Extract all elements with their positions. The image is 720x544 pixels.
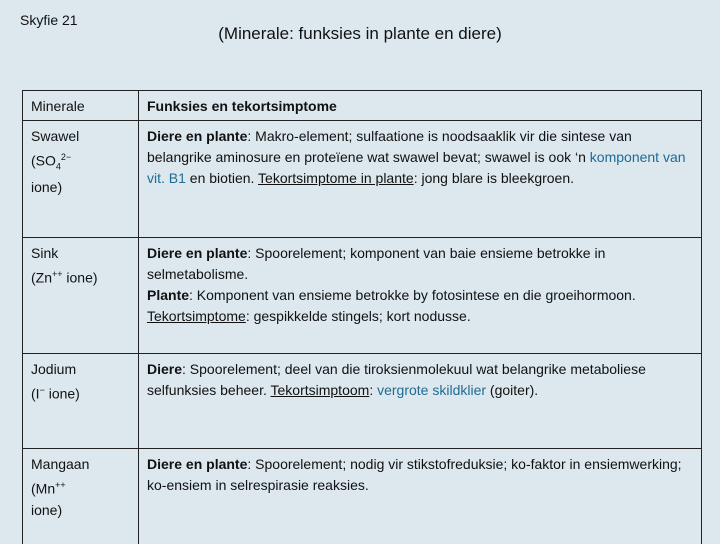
mineral-cell: Jodium (I− ione) <box>23 354 139 449</box>
table-row <box>23 121 702 238</box>
minerals-table <box>22 90 702 544</box>
table-row <box>23 238 702 354</box>
function-cell: Diere en plante: Spoorelement; komponent van baie ensieme betrokke in selmetabolisme. Plante: Komponent van ensieme betrokke by fotosintese en die groeihormoon. Tekortsimptome: gespikkelde stingels; kort nodusse. <box>139 238 702 354</box>
table-header-row <box>23 91 702 121</box>
mineral-cell: Sink (Zn++ ione) <box>23 238 139 354</box>
table-row <box>23 449 702 544</box>
header-minerals: Minerale <box>23 91 139 121</box>
table-row <box>23 354 702 449</box>
function-cell: Diere: Spoorelement; deel van die tiroksienmolekuul wat belangrike metaboliese selfunksies beheer. Tekortsimptoom: vergrote skildklier (goiter). <box>139 354 702 449</box>
mineral-cell: Swawel ($SO_4^{2-}$ ione) <box>23 121 139 238</box>
slide-label: Skyfie 21 <box>20 12 78 28</box>
slide-subtitle: (Minerale: funksies in plante en diere) <box>0 24 720 44</box>
header-functions: Funksies en tekortsimptome <box>139 91 702 121</box>
function-cell: Diere en plante: Spoorelement; nodig vir stikstofreduksie; ko-faktor in ensiemwerking; ko-ensiem in selrespirasie reaksies. <box>139 449 702 544</box>
mineral-cell: Mangaan (Mn++ ione) <box>23 449 139 544</box>
function-cell: Diere en plante: Makro-element; sulfaatione is noodsaaklik vir die sintese van belangrike aminosure en proteïene wat swawel bevat; swawel is ook ‘n komponent van vit. B1 en biotien. Tekortsimptome in plante: jong blare is bleekgroen. <box>139 121 702 238</box>
